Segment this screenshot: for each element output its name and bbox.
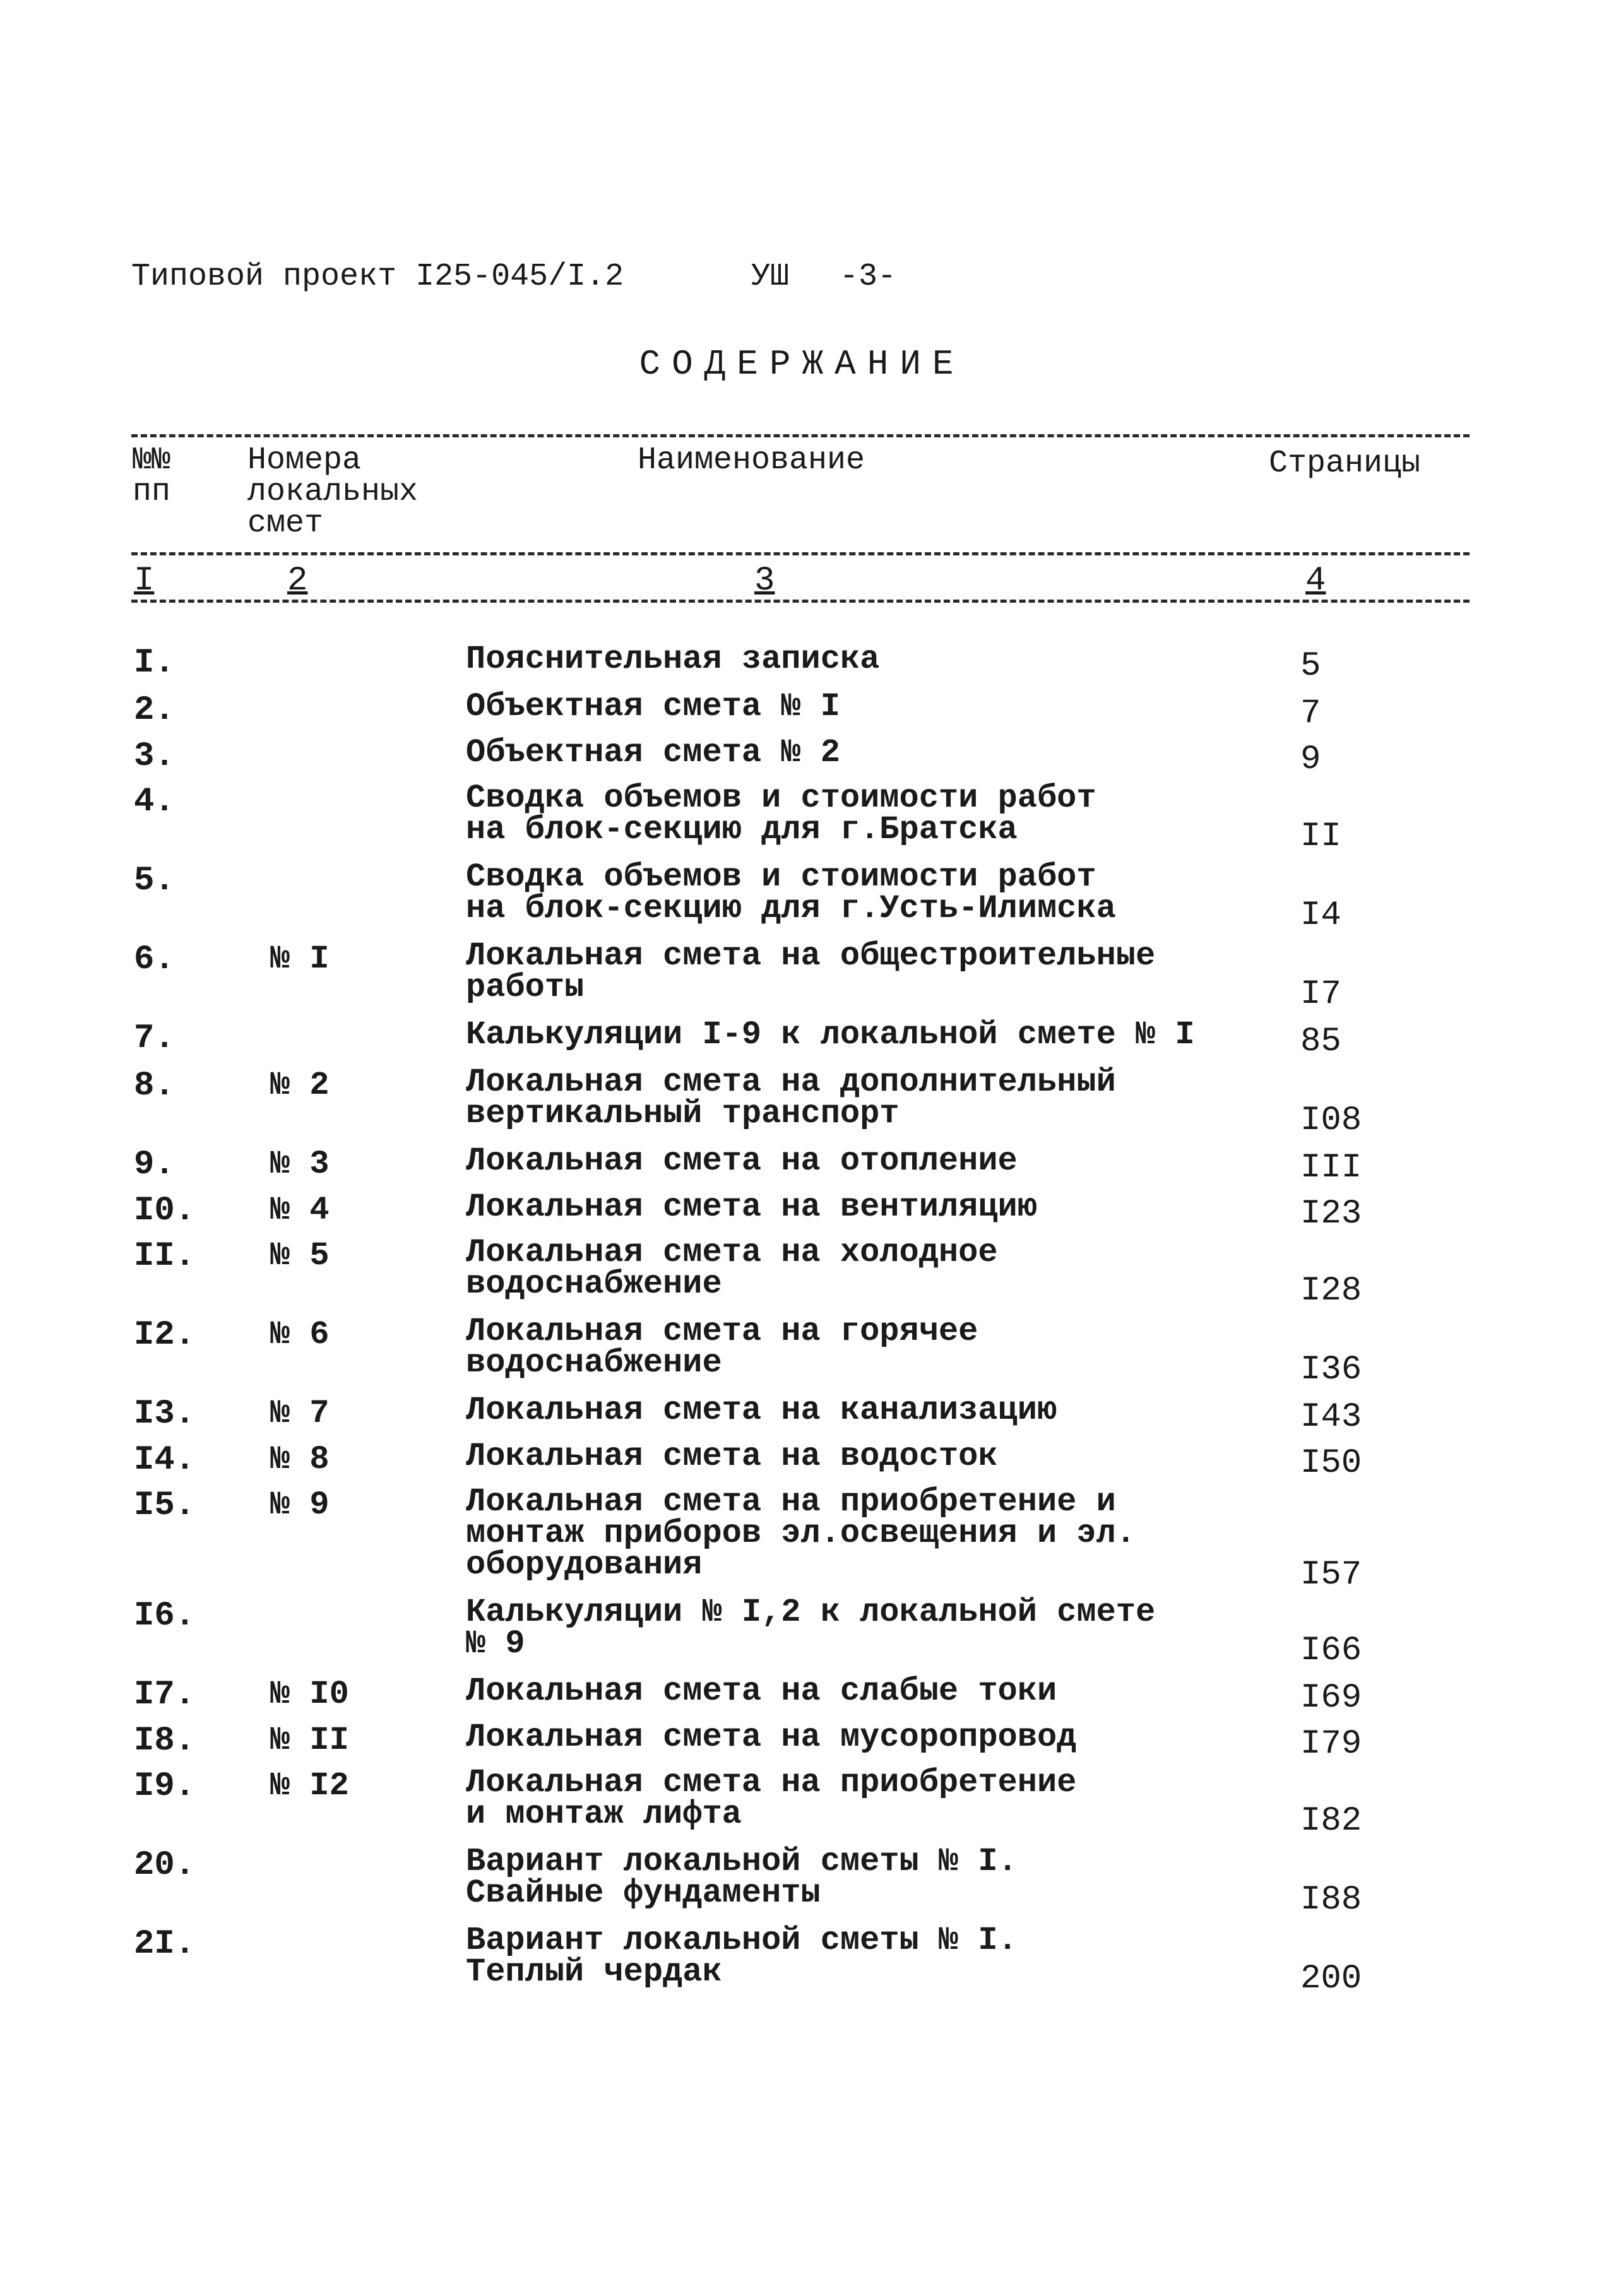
- row-number: 2.: [134, 691, 175, 730]
- row-title: Вариант локальной сметы № I. Теплый чердак: [466, 1922, 1018, 1991]
- row-title: Калькуляции I-9 к локальной смете № I: [466, 1016, 1195, 1053]
- row-smeta: № 8: [270, 1441, 330, 1478]
- row-page: 9: [1300, 740, 1321, 779]
- row-title: Локальная смета на дополнительный вертикальный транспорт: [466, 1063, 1116, 1132]
- row-number: I5.: [134, 1486, 196, 1525]
- row-page: 7: [1300, 694, 1321, 733]
- row-title: Локальная смета на канализацию: [466, 1392, 1057, 1429]
- row-page: II: [1300, 817, 1341, 856]
- row-title: Локальная смета на водосток: [466, 1438, 998, 1475]
- row-page: I23: [1300, 1195, 1362, 1233]
- row-page: I28: [1300, 1272, 1362, 1310]
- row-title: Объектная смета № I: [466, 688, 840, 725]
- row-smeta: № I: [270, 940, 330, 978]
- row-number: 5.: [134, 861, 175, 900]
- row-smeta: № 6: [270, 1316, 330, 1353]
- row-title: Локальная смета на общестроительные работы: [466, 937, 1156, 1006]
- row-page: I82: [1300, 1802, 1362, 1840]
- row-title: Локальная смета на отопление: [466, 1142, 1018, 1180]
- row-page: I88: [1300, 1881, 1362, 1919]
- row-smeta: № 2: [270, 1067, 330, 1104]
- row-title: Сводка объемов и стоимости работ на блок-секцию для г.Усть-Илимска: [466, 858, 1116, 927]
- row-title: Локальная смета на вентиляцию: [466, 1188, 1037, 1226]
- row-number: I6.: [134, 1597, 196, 1635]
- row-page: I69: [1300, 1679, 1362, 1717]
- row-smeta: № I2: [270, 1767, 349, 1804]
- row-page: I36: [1300, 1351, 1362, 1389]
- row-number: 3.: [134, 737, 175, 776]
- row-smeta: № 4: [270, 1192, 330, 1229]
- row-smeta: № 9: [270, 1486, 330, 1524]
- row-number: 4.: [134, 783, 175, 821]
- row-number: I3.: [134, 1395, 196, 1433]
- row-title: Локальная смета на слабые токи: [466, 1672, 1057, 1710]
- row-number: I.: [134, 644, 175, 682]
- row-number: I9.: [134, 1767, 196, 1806]
- row-title: Вариант локальной сметы № I. Свайные фундаменты: [466, 1843, 1018, 1912]
- row-title: Локальная смета на горячее водоснабжение: [466, 1313, 978, 1382]
- page-title: СОДЕРЖАНИЕ: [639, 344, 965, 384]
- row-title: Сводка объемов и стоимости работ на блок-секцию для г.Братска: [466, 779, 1096, 848]
- row-smeta: № II: [270, 1722, 349, 1759]
- row-number: 9.: [134, 1145, 175, 1184]
- row-smeta: № I0: [270, 1676, 349, 1713]
- row-title: Локальная смета на приобретение и монтаж приборов эл.освещения и эл. оборудования: [466, 1483, 1136, 1583]
- row-page: I66: [1300, 1631, 1362, 1670]
- row-page: 200: [1300, 1960, 1362, 1998]
- row-smeta: № 5: [270, 1237, 330, 1274]
- column-numbers-rule: [131, 600, 1470, 603]
- row-title: Локальная смета на мусоропровод: [466, 1719, 1077, 1756]
- row-page: I50: [1300, 1444, 1362, 1482]
- row-page: I4: [1300, 896, 1341, 935]
- row-page: I79: [1300, 1725, 1362, 1763]
- row-number: I0.: [134, 1192, 196, 1230]
- row-number: I7.: [134, 1676, 196, 1714]
- column-number-1: I: [134, 562, 155, 600]
- row-number: I8.: [134, 1722, 196, 1760]
- column-header-pages: Страницы: [1269, 446, 1421, 482]
- page-number: -3-: [840, 259, 897, 295]
- row-number: 7.: [134, 1019, 175, 1058]
- row-number: I2.: [134, 1316, 196, 1354]
- row-title: Объектная смета № 2: [466, 734, 840, 771]
- row-number: 20.: [134, 1846, 196, 1885]
- row-smeta: № 7: [270, 1395, 330, 1432]
- project-code: Типовой проект I25-045/I.2: [131, 259, 624, 295]
- volume-number: УШ: [751, 259, 790, 295]
- row-smeta: № 3: [270, 1145, 330, 1183]
- row-number: 6.: [134, 940, 175, 979]
- row-number: II.: [134, 1237, 196, 1275]
- header-rule: [131, 552, 1470, 555]
- row-title: Пояснительная записка: [466, 641, 880, 678]
- row-title: Калькуляции № I,2 к локальной смете № 9: [466, 1594, 1156, 1662]
- table-top-rule: [131, 434, 1470, 437]
- column-header-name: Наименование: [638, 442, 865, 478]
- row-page: I7: [1300, 975, 1341, 1014]
- column-number-2: 2: [287, 562, 308, 600]
- row-page: III: [1300, 1149, 1362, 1187]
- row-page: I57: [1300, 1556, 1362, 1594]
- row-page: 5: [1300, 647, 1321, 685]
- row-title: Локальная смета на холодное водоснабжение: [466, 1234, 998, 1303]
- row-page: I08: [1300, 1101, 1362, 1140]
- column-header-num: №№ пп: [133, 442, 171, 510]
- row-page: I43: [1300, 1398, 1362, 1436]
- row-number: I4.: [134, 1441, 196, 1479]
- row-title: Локальная смета на приобретение и монтаж лифта: [466, 1764, 1077, 1833]
- row-number: 2I.: [134, 1925, 196, 1963]
- column-number-3: 3: [754, 562, 775, 600]
- row-page: 85: [1300, 1022, 1341, 1061]
- column-number-4: 4: [1305, 562, 1326, 600]
- row-number: 8.: [134, 1067, 175, 1105]
- column-header-smeta: Номера локальных смет: [247, 442, 419, 541]
